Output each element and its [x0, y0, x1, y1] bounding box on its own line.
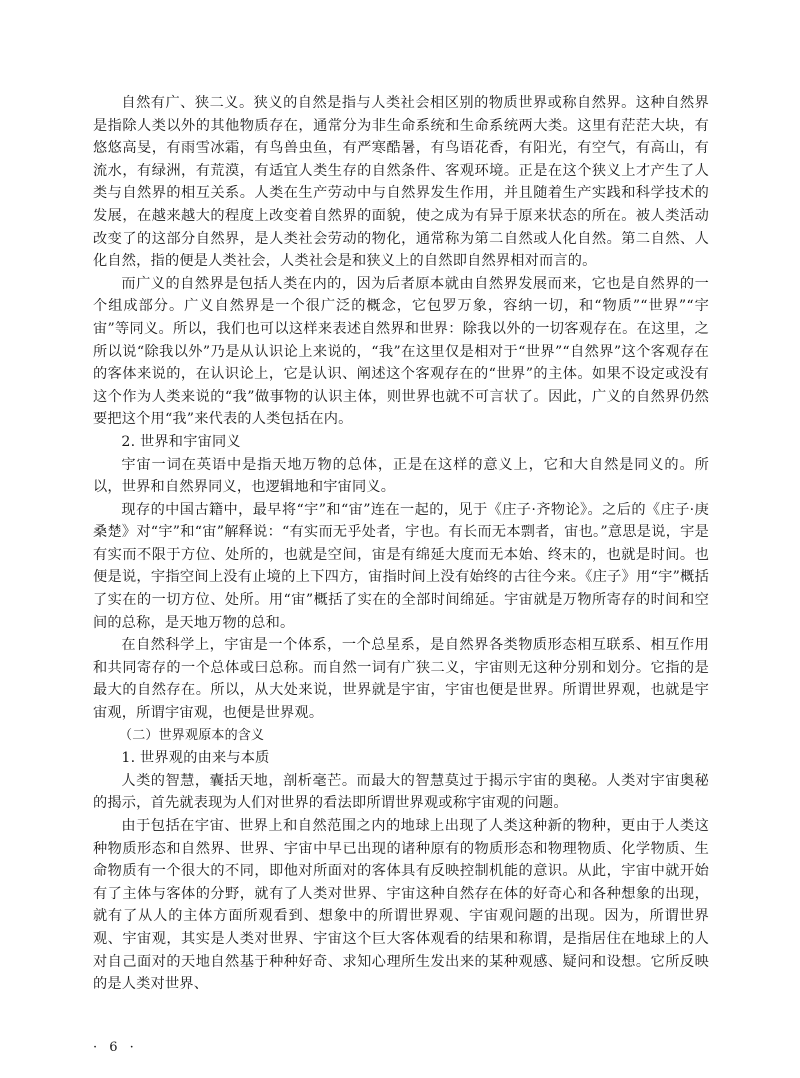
- paragraph-natural-world-narrow: 自然有广、狭二义。狭义的自然是指与人类社会相区别的物质世界或称自然界。这种自然界是指除人类以外的其他物质存在，通常分为非生命系统和生命系统两大类。这里有茫茫大块，有悠悠高旻，有雨雪冰霜，有鸟兽虫鱼，有严寒酷暑，有鸟语花香，有阳光，有空气，有高山，有流水，有绿洲，有荒漠，有适宜人类生存的自然条件、客观环境。正是在这个狭义上才产生了人类与自然界的相互关系。人类在生产劳动中与自然界发生作用，并且随着生产实践和科学技术的发展，在越来越大的程度上改变着自然界的面貌，使之成为有异于原来状态的所在。被人类活动改变了的这部分自然界，是人类社会劳动的物化，通常称为第二自然或人化自然。第二自然、人化自然，指的便是人类社会，人类社会是和狭义上的自然即自然界相对而言的。: [93, 95, 709, 270]
- heading-worldview-meaning: （二）世界观原本的含义: [119, 727, 265, 743]
- page-body: [93, 92, 709, 996]
- heading-worldview-origin: 1. 世界观的由来与本质: [121, 750, 270, 767]
- paragraph-natural-science: 在自然科学上，宇宙是一个体系，一个总星系，是自然界各类物质形态相互联系、相互作用和共同寄存的一个总体或曰总称。而自然一词有广狭二义，宇宙则无这种分别和划分。它指的是最大的自然存在。所以，从大处来说，世界就是宇宙，宇宙也便是世界。所谓世界观，也就是宇宙观，所谓宇宙观，也便是世界观。: [93, 637, 709, 722]
- page-number: · 6 ·: [93, 1040, 138, 1055]
- paragraph-natural-world-broad: 而广义的自然界是包括人类在内的，因为后者原本就由自然界发展而来，它也是自然界的一个组成部分。广义自然界是一个很广泛的概念，它包罗万象，容纳一切，和“物质”“世界”“宇宙”等同义。所以，我们也可以这样来表述自然界和世界：除我以外的一切客观存在。在这里，之所以说“除我以外”乃是从认识论上来说的，“我”在这里仅是相对于“世界”“自然界”这个客观存在的客体来说的，在认识论上，它是认识、阐述这个客观存在的“世界”的主体。如果不设定或没有这个作为人类来说的“我”做事物的认识主体，则世界也就不可言状了。因此，广义的自然界仍然要把这个用“我”来代表的人类包括在内。: [93, 275, 709, 428]
- paragraph-universe-english: 宇宙一词在英语中是指天地万物的总体，正是在这样的意义上，它和大自然是同义的。所以，世界和自然界同义，也逻辑地和宇宙同义。: [93, 456, 709, 496]
- paragraph-human-wisdom: 人类的智慧，囊括天地，剖析毫芒。而最大的智慧莫过于揭示宇宙的奥秘。人类对宇宙奥秘的揭示，首先就表现为人们对世界的看法即所谓世界观或称宇宙观的问题。: [93, 772, 709, 812]
- heading-world-universe-synonym: 2. 世界和宇宙同义: [121, 433, 241, 450]
- paragraph-subject-object: 由于包括在宇宙、世界上和自然范围之内的地球上出现了人类这种新的物种，更由于人类这种物质形态和自然界、世界、宇宙中早已出现的诸种原有的物质形态和物理物质、化学物质、生命物质有一个很大的不同，即他对所面对的客体具有反映控制机能的意识。从此，宇宙中就开始有了主体与客体的分野，就有了人类对世界、宇宙这种自然存在体的好奇心和各种想象的出现，就有了从人的主体方面所观看到、想象中的所谓世界观、宇宙观问题的出现。因为，所谓世界观、宇宙观，其实是人类对世界、宇宙这个巨大客体观看的结果和称谓，是指居住在地球上的人对自己面对的天地自然基于种种好奇、求知心理所生发出来的某种观感、疑问和设想。它所反映的是人类对世界、: [93, 818, 709, 993]
- paragraph-zhuangzi: 现存的中国古籍中，最早将“宇”和“宙”连在一起的，见于《庄子·齐物论》。之后的《庄子·庚桑楚》对“宇”和“宙”解释说：“有实而无乎处者，宇也。有长而无本剽者，宙也。”意思是说，宇是有实而不限于方位、处所的，也就是空间，宙是有绵延大度而无本始、终末的，也就是时间。也便是说，宇指空间上没有止境的上下四方，宙指时间上没有始终的古往今来。《庄子》用“宇”概括了实在的一切方位、处所。用“宙”概括了实在的全部时间绵延。宇宙就是万物所寄存的时间和空间的总称，是天地万物的总和。: [93, 501, 709, 631]
